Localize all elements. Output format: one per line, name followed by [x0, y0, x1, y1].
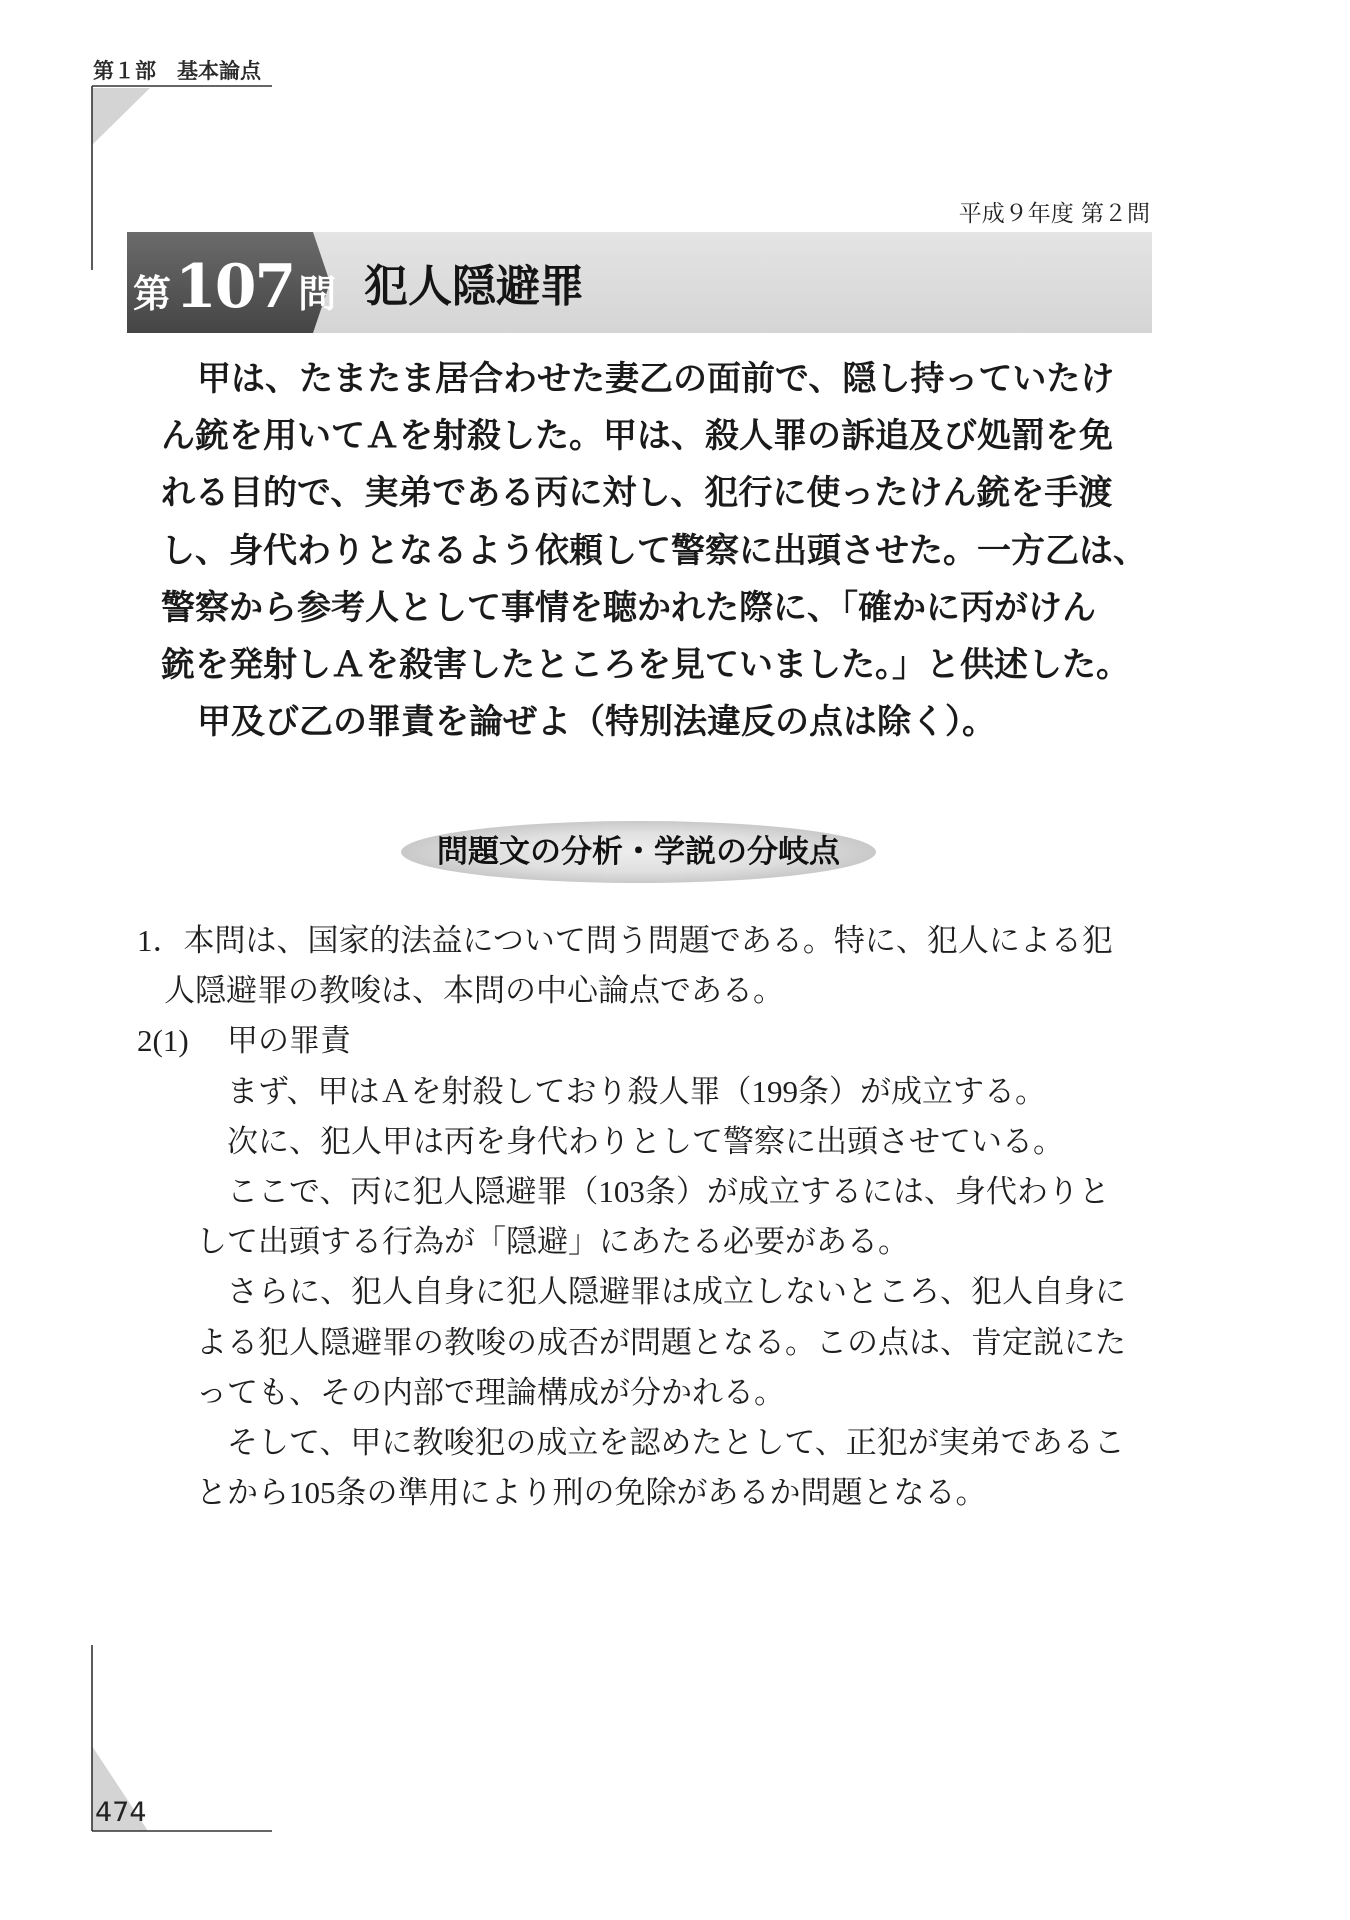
analysis-line: そして、甲に教唆犯の成立を認めたとして、正犯が実弟であるこ [227, 1424, 1125, 1460]
page-number: 474 [95, 1797, 147, 1828]
problem-line: れる目的で、実弟である丙に対し、犯行に使ったけん銃を手渡 [161, 473, 1113, 514]
problem-title: 犯人隠避罪 [364, 261, 584, 312]
running-header-part: 第１部 基本論点 [93, 59, 261, 83]
problem-line: ん銃を用いてＡを射殺した。甲は、殺人罪の訴追及び処罰を免 [161, 416, 1113, 457]
problem-statement [161, 351, 1147, 751]
problem-line: 銃を発射しＡを殺害したところを見ていました。」と供述した。 [161, 644, 1130, 685]
analysis-line: っても、その内部で理論構成が分かれる。 [196, 1374, 785, 1410]
analysis-line: 次に、犯人甲は丙を身代わりとして警察に出頭させている。 [227, 1123, 1064, 1159]
analysis-item-1-line: 人隠避罪の教唆は、本問の中心論点である。 [164, 973, 784, 1009]
top-corner-triangle [92, 88, 150, 145]
analysis-line: して出頭する行為が「隠避」にあたる必要がある。 [196, 1224, 909, 1260]
analysis-line: まず、甲はＡを射殺しており殺人罪（199条）が成立する。 [227, 1073, 1047, 1109]
problem-number-suffix: 問 [298, 271, 337, 316]
analysis-line: ここで、丙に犯人隠避罪（103条）が成立するには、身代わりと [227, 1173, 1110, 1209]
analysis-item-2-heading [137, 1016, 1126, 1066]
analysis-line: とから105条の準用により刑の免除があるか問題となる。 [196, 1475, 987, 1511]
analysis-line: よる犯人隠避罪の教唆の成否が問題となる。この点は、肯定説にた [196, 1324, 1126, 1360]
problem-number-prefix: 第 [133, 271, 172, 316]
problem-line: 甲は、たまたま居合わせた妻乙の面前で、隠し持っていたけ [197, 359, 1115, 399]
problem-number-value: 107 [175, 252, 295, 322]
item-text: 本問は、国家的法益について問う問題である。特に、犯人による犯 [183, 923, 1113, 958]
problem-line: し、身代わりとなるよう依頼して警察に出頭させた。一方乙は、 [161, 530, 1147, 571]
item-number: 1． [137, 923, 184, 958]
problem-line: 警察から参考人として事情を聴かれた際に、「確かに丙がけん [161, 587, 1096, 628]
section-heading: 問題文の分析・学説の分岐点 [401, 821, 876, 883]
problem-line: 甲及び乙の罪責を論ぜよ（特別法違反の点は除く）。 [197, 702, 996, 743]
item-number: 2(1) [137, 1023, 189, 1059]
analysis-line: さらに、犯人自身に犯人隠避罪は成立しないところ、犯人自身に [227, 1274, 1126, 1310]
exam-source-label: 平成９年度 第２問 [958, 201, 1150, 227]
analysis-item-1-line [137, 916, 1126, 966]
analysis-body [137, 916, 1126, 1518]
item-heading: 甲の罪責 [227, 1023, 351, 1059]
problem-number [133, 252, 337, 322]
